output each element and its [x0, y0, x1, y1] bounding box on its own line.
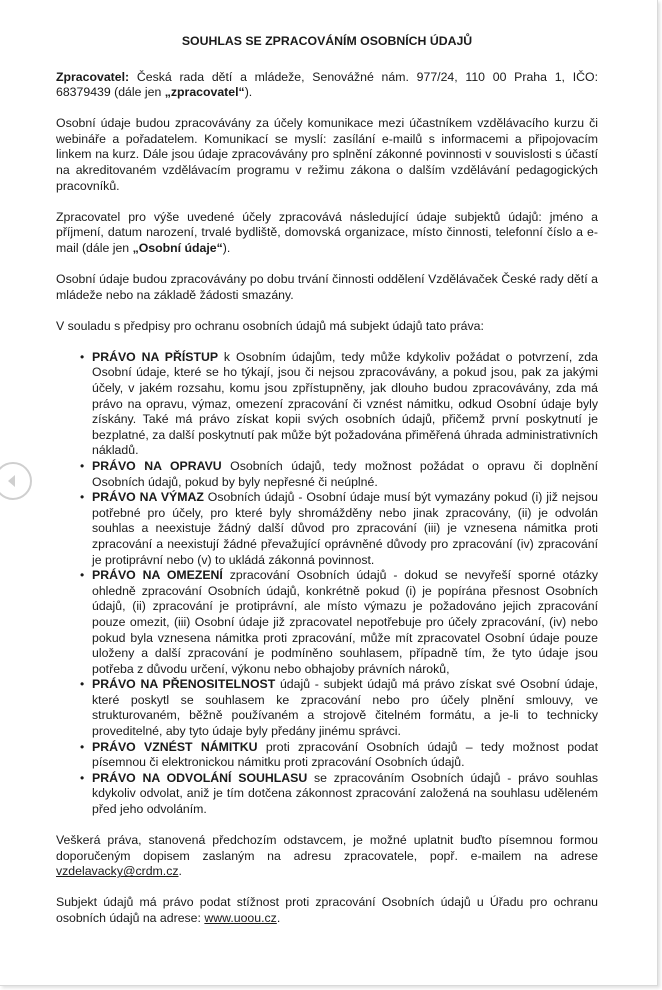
bullet-icon: • — [80, 349, 85, 364]
exercise-paragraph — [56, 833, 598, 880]
data-types-end: ). — [222, 240, 231, 255]
right-text: údajů - subjekt údajů má právo získat své Osobní údaje, které poskytl se souhlasem ke zpracování nebo pro účely plnění smlouvy, ve strukturovaném, běžně používaném a strojově čitelném formátu, a je-li to technicky proveditelné, aby tyto údaje byly předány jinému správci. — [92, 677, 598, 739]
bullet-icon: • — [80, 770, 85, 785]
right-name: PRÁVO NA PŘÍSTUP — [92, 349, 219, 364]
list-item — [80, 349, 598, 459]
controller-text: Česká rada dětí a mládeže, Senovážné nám. 977/24, 110 00 Praha 1, IČO: 68379439 (dále jen — [56, 69, 598, 100]
bullet-icon: • — [80, 490, 85, 505]
complaint-text: Subjekt údajů má právo podat stížnost proti zpracování Osobních údajů u Úřadu pro ochranu osobních údajů na adrese: — [56, 895, 598, 925]
complaint-end: . — [276, 911, 281, 925]
right-text: zpracování Osobních údajů - dokud se nevyřeší sporné otázky ohledně zpracování Osobních údajů, konkrétně pokud (i) je popírána přesnost Osobních údajů, (ii) zpracování je protiprávní, ale místo výmazu je požadováno jejich zpracování pouze omezit, (iii) Osobní údaje již zpracovatel nepotřebuje pro účely zpracování, (iv) nebo pokud byla vznesena námitka proti zpracování, může mít zpracovatel Osobní údaje pouze uloženy a další zpracování je podmíněno souhlasem, případně tím, že tyto údaje jsou potřeba z důvodu určení, výkonu nebo obhajoby právních nároků, — [92, 568, 599, 676]
list-item — [80, 770, 599, 818]
email-link[interactable]: vzdelavacky@crdm.cz — [56, 864, 179, 879]
controller-paragraph — [56, 70, 598, 101]
purpose-paragraph: Osobní údaje budou zpracovávány za účely komunikace mezi účastníkem vzdělávacího kurzu či webináře a pořadatelem. Komunikací se myslí: zasílání e-mailů s informacemi a připojovacím linkem na kurz. Dále jsou údaje zpracovávány pro splnění zákonné povinnosti v souvislosti s účastí na akreditovaném vzdělávacím programu v režimu zákona o dalším vzdělávání pedagogických pracovníků. — [56, 116, 598, 193]
right-text: k Osobním údajům, tedy může kdykoliv požádat o potvrzení, zda Osobní údaje, které se ho týkají, jsou či nejsou zpracovávány, a pokud jsou, pak za jakými účely, v jakém rozsahu, komu jsou zpřístupněny, jak dlouho budou zpracovávány, zda má právo na opravu, výmaz, omezení zpracování či vznést námitku, odkud Osobní údaje byly získány. Také má právo získat kopii svých osobních údajů, přičemž první poskytnutí je bezplatné, za další poskytnutí pak může být požadována přiměřená úhrada administrativních nákladů. — [92, 349, 598, 458]
uoou-link[interactable]: www.uoou.cz — [204, 911, 277, 925]
right-text: proti zpracování Osobních údajů – tedy možnost podat písemnou či elektronickou námitku proti zpracování Osobních údajů. — [92, 739, 598, 770]
controller-end: ). — [244, 85, 253, 100]
list-item — [80, 677, 598, 739]
data-types-paragraph — [56, 210, 598, 257]
rights-intro: V souladu s předpisy pro ochranu osobních údajů má subjekt údajů tato práva: — [56, 318, 484, 333]
right-name: PRÁVO VZNÉST NÁMITKU — [92, 739, 258, 754]
exercise-text: Veškerá práva, stanovená předchozím odstavcem, je možné uplatnit buďto písemnou formou doporučeným dopisem zaslaným na adresu zpracovatele, popř. e-mailem na adrese — [56, 833, 598, 863]
bullet-icon: • — [80, 739, 85, 754]
right-name: PRÁVO NA PŘENOSITELNOST — [92, 677, 276, 692]
data-types-text: Zpracovatel pro výše uvedené účely zpracovává následující údaje subjektů údajů: jméno a příjmení, datum narození, trvalé bydliště, domovská organizace, místo činnosti, telefonní číslo a e-mail (dále jen — [56, 209, 598, 255]
right-name: PRÁVO NA OPRAVU — [92, 458, 222, 473]
document-title: SOUHLAS SE ZPRACOVÁNÍM OSOBNÍCH ÚDAJŮ — [181, 34, 473, 48]
bullet-icon: • — [80, 568, 85, 583]
retention-paragraph: Osobní údaje budou zpracovávány po dobu trvání činnosti oddělení Vzdělávaček České rady dětí a mládeže nebo na základě žádosti smazány. — [56, 272, 598, 302]
right-text: se zpracováním Osobních údajů - právo souhlas kdykoliv odvolat, aniž je tím dotčena zákonnost zpracování založená na souhlasu uděleném před jeho odvoláním. — [92, 770, 599, 817]
bullet-icon: • — [80, 458, 85, 473]
controller-label: Zpracovatel: — [56, 69, 130, 84]
list-item — [80, 568, 599, 677]
list-item — [80, 739, 598, 771]
bullet-icon: • — [80, 677, 85, 692]
chevron-left-icon — [4, 473, 20, 489]
right-text: Osobních údajů - Osobní údaje musí být vymazány pokud (i) již nejsou potřebné pro účely, pro které byly shromážděny nebo jinak zpracovány, (ii) je odvolán souhlas a neexistuje žádný další důvod pro zpracování (iii) je vznesena námitka proti zpracování a neexistují žádné převažující oprávněné důvody pro zpracování (iv) zpracování je protiprávní nebo (v) to ukládá zákonná povinnost. — [92, 490, 598, 567]
list-item — [80, 490, 598, 568]
complaint-paragraph — [56, 895, 598, 926]
right-name: PRÁVO NA VÝMAZ — [92, 490, 204, 505]
controller-short: „zpracovatel“ — [164, 85, 245, 100]
data-types-short: „Osobní údaje“ — [132, 240, 223, 255]
right-name: PRÁVO NA ODVOLÁNÍ SOUHLASU — [92, 770, 308, 785]
document-content — [56, 34, 598, 942]
exercise-end: . — [178, 864, 182, 879]
list-item — [80, 458, 598, 490]
rights-list — [56, 350, 598, 818]
right-name: PRÁVO NA OMEZENÍ — [92, 568, 223, 583]
right-text: Osobních údajů, tedy možnost požádat o opravu či doplnění Osobních údajů, pokud by byly nepřesné či neúplné. — [92, 458, 598, 489]
